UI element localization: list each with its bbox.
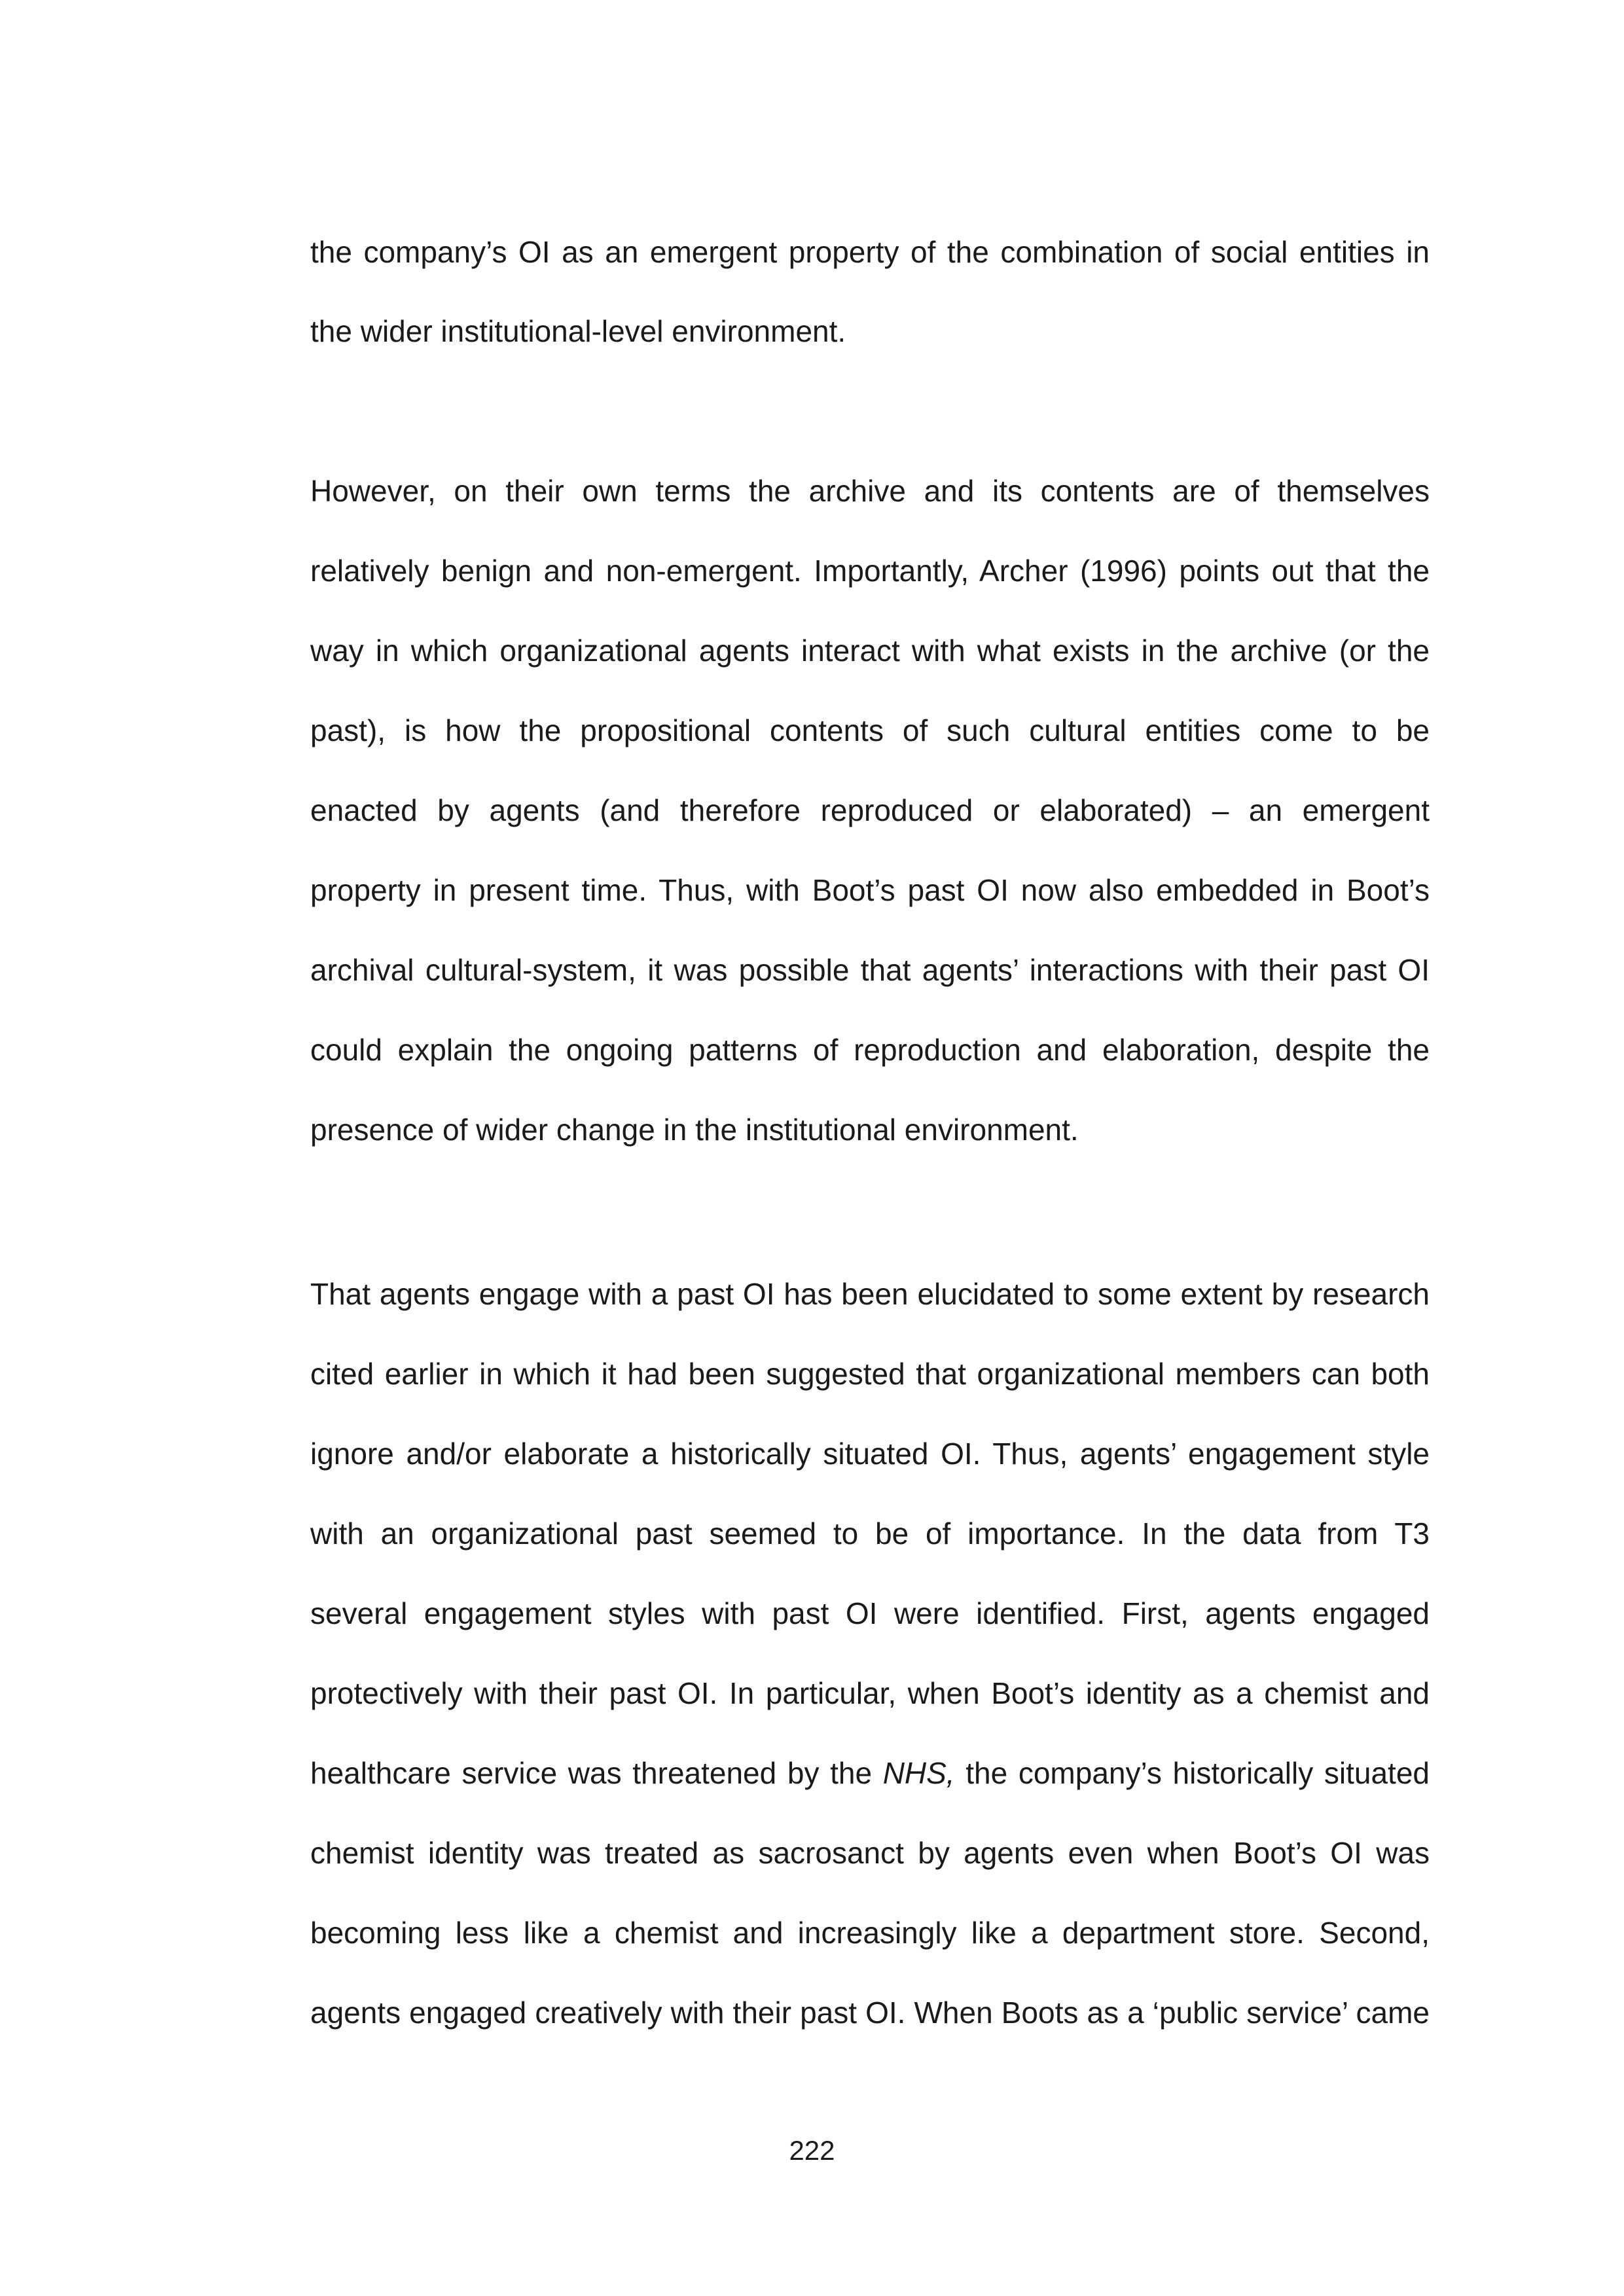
paragraph-line: past), is how the propositional contents of such cultural entities come to be xyxy=(310,713,1430,747)
page-number: 222 xyxy=(789,2135,835,2166)
paragraph-line: chemist identity was treated as sacrosanct by agents even when Boot’s OI was xyxy=(310,1836,1430,1870)
paragraph-line: That agents engage with a past OI has been elucidated to some extent by research xyxy=(310,1277,1430,1311)
paragraph-line: protectively with their past OI. In particular, when Boot’s identity as a chemist and xyxy=(310,1676,1430,1710)
line-segment: the company’s historically situated xyxy=(954,1756,1430,1790)
paragraph-line: enacted by agents (and therefore reproduced or elaborated) – an emergent xyxy=(310,793,1430,827)
paragraph-line: with an organizational past seemed to be of importance. In the data from T3 xyxy=(310,1516,1430,1551)
paragraph-line: relatively benign and non-emergent. Importantly, Archer (1996) points out that the xyxy=(310,554,1430,588)
paragraph-line: property in present time. Thus, with Boot’s past OI now also embedded in Boot’s xyxy=(310,873,1430,907)
paragraph-line: the company’s OI as an emergent property of the combination of social entities in xyxy=(310,235,1430,269)
italic-term: NHS, xyxy=(882,1756,955,1790)
paragraph-line: archival cultural-system, it was possible that agents’ interactions with their past OI xyxy=(310,953,1430,987)
paragraph-line: However, on their own terms the archive and its contents are of themselves xyxy=(310,474,1430,508)
line-segment: healthcare service was threatened by the xyxy=(310,1756,883,1790)
paragraph-line: presence of wider change in the institutional environment. xyxy=(310,1113,1079,1147)
paragraph-line: could explain the ongoing patterns of reproduction and elaboration, despite the xyxy=(310,1033,1430,1067)
paragraph-line: ignore and/or elaborate a historically situated OI. Thus, agents’ engagement style xyxy=(310,1437,1430,1471)
paragraph-line: the wider institutional-level environment. xyxy=(310,314,846,348)
paragraph-line: agents engaged creatively with their past OI. When Boots as a ‘public service’ came xyxy=(310,1996,1430,2030)
paragraph-line: becoming less like a chemist and increasingly like a department store. Second, xyxy=(310,1916,1430,1950)
paragraph-line: several engagement styles with past OI were identified. First, agents engaged xyxy=(310,1596,1430,1630)
paragraph-line-with-italic xyxy=(310,1753,1430,1793)
paragraph-line: cited earlier in which it had been suggested that organizational members can both xyxy=(310,1357,1430,1391)
paragraph-line: way in which organizational agents interact with what exists in the archive (or the xyxy=(310,634,1430,668)
